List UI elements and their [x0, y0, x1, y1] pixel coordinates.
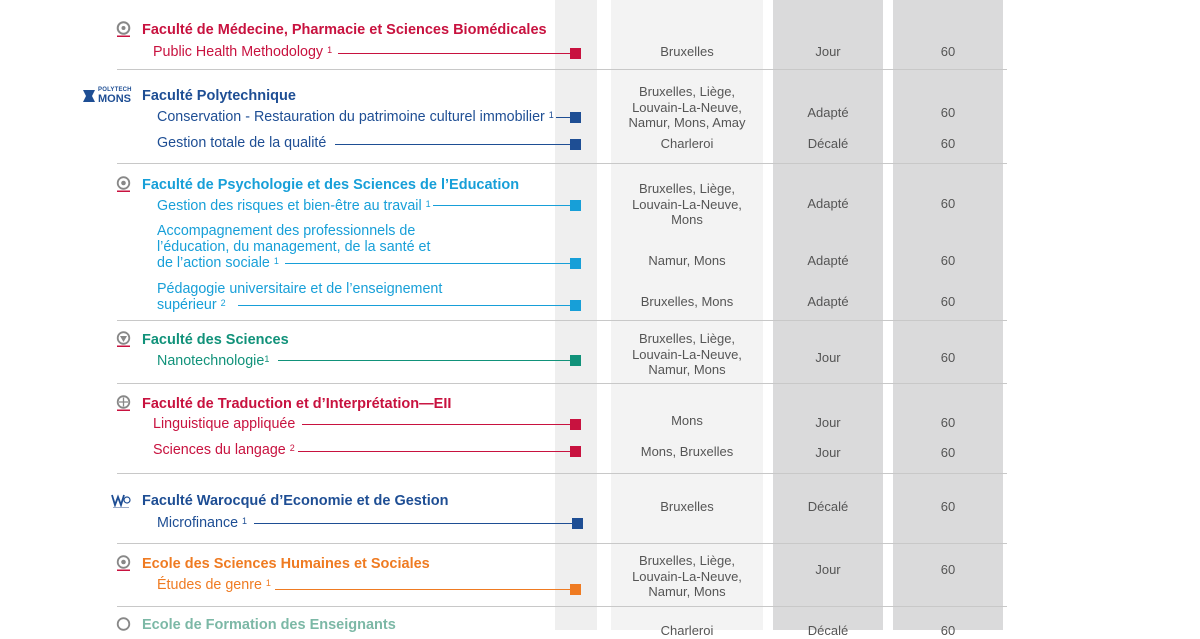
- row-separator: [117, 606, 1007, 607]
- leader-line: [254, 523, 574, 524]
- faculty-seal-icon: [116, 21, 131, 38]
- faculty-seal-icon: [116, 176, 131, 193]
- program-credits: 60: [940, 105, 956, 120]
- program-marker: [570, 355, 581, 366]
- row-separator: [117, 543, 1007, 544]
- polytech-emblem-icon: [82, 88, 96, 104]
- program-marker: [570, 446, 581, 457]
- leader-line: [298, 451, 572, 452]
- faculty-seal-icon: [116, 331, 131, 348]
- column-credits: [893, 0, 1003, 630]
- faculty-title: Ecole de Formation des Enseignants: [142, 617, 396, 633]
- row-separator: [117, 69, 1007, 70]
- program-marker: [570, 258, 581, 269]
- program-schedule: Décalé: [807, 623, 849, 638]
- faculty-title: Faculté de Médecine, Pharmacie et Sciences Biomédicales: [142, 22, 547, 38]
- program-credits: 60: [940, 136, 956, 151]
- program-location: Bruxelles, Liège, Louvain-La-Neuve, Namur, Mons, Amay: [628, 84, 746, 130]
- program-name[interactable]: Public Health Methodology $^1$: [153, 44, 333, 60]
- program-marker: [570, 584, 581, 595]
- row-separator: [117, 163, 1007, 164]
- column-schedule: [773, 0, 883, 630]
- program-name[interactable]: Sciences du langage $^2$: [153, 442, 295, 458]
- leader-line: [285, 263, 572, 264]
- program-schedule: Adapté: [807, 294, 849, 309]
- program-location: Mons, Bruxelles: [640, 444, 734, 459]
- faculty-title: Faculté de Traduction et d’Interprétation—EII: [142, 396, 452, 412]
- program-marker: [572, 518, 583, 529]
- program-name[interactable]: Nanotechnologie$^1$: [157, 353, 270, 369]
- faculty-title: Faculté Warocqué d’Economie et de Gestion: [142, 493, 449, 509]
- program-schedule: Jour: [815, 445, 841, 460]
- program-marker: [570, 300, 581, 311]
- program-name[interactable]: Gestion des risques et bien-être au travail $^1$: [157, 198, 431, 214]
- leader-line: [302, 424, 572, 425]
- program-name[interactable]: Microfinance $^1$: [157, 515, 248, 531]
- program-location: Bruxelles, Liège, Louvain-La-Neuve, Namur, Mons: [632, 331, 742, 377]
- program-name[interactable]: Études de genre $^1$: [157, 577, 271, 593]
- faculty-title: Faculté Polytechnique: [142, 88, 296, 104]
- program-schedule: Décalé: [807, 499, 849, 514]
- program-schedule: Adapté: [807, 105, 849, 120]
- program-name[interactable]: Pédagogie universitaire et de l’enseignement supérieur $^2$: [157, 281, 443, 313]
- program-schedule: Décalé: [807, 136, 849, 151]
- leader-line: [433, 205, 572, 206]
- program-credits: 60: [940, 562, 956, 577]
- program-credits: 60: [940, 196, 956, 211]
- faculty-title: Faculté de Psychologie et des Sciences de l’Education: [142, 177, 520, 193]
- faculty-title: Faculté des Sciences: [142, 332, 289, 348]
- program-credits: 60: [940, 350, 956, 365]
- program-name[interactable]: Conservation - Restauration du patrimoine culturel immobilier $^1$: [157, 109, 554, 125]
- program-credits: 60: [940, 415, 956, 430]
- program-credits: 60: [940, 294, 956, 309]
- row-separator: [117, 383, 1007, 384]
- program-location: Bruxelles: [660, 44, 714, 59]
- program-schedule: Adapté: [807, 253, 849, 268]
- row-separator: [117, 320, 1007, 321]
- faculty-seal-icon: [116, 617, 131, 634]
- program-schedule: Jour: [815, 562, 841, 577]
- faculty-seal-icon: [116, 395, 131, 412]
- program-credits: 60: [940, 623, 956, 638]
- program-schedule: Jour: [815, 415, 841, 430]
- row-separator: [117, 473, 1007, 474]
- program-location: Bruxelles: [660, 499, 714, 514]
- leader-line: [335, 144, 572, 145]
- program-location: Namur, Mons: [648, 253, 726, 268]
- program-marker: [570, 200, 581, 211]
- program-marker: [570, 112, 581, 123]
- faculty-title: Ecole des Sciences Humaines et Sociales: [142, 556, 430, 572]
- column-marker: [555, 0, 597, 630]
- program-marker: [570, 48, 581, 59]
- program-credits: 60: [940, 445, 956, 460]
- leader-line: [275, 589, 572, 590]
- program-schedule: Jour: [815, 350, 841, 365]
- program-location: Mons: [671, 413, 703, 428]
- program-schedule: Jour: [815, 44, 841, 59]
- program-location: Bruxelles, Liège, Louvain-La-Neuve, Mons: [632, 181, 742, 227]
- program-location: Charleroi: [660, 623, 714, 638]
- program-name[interactable]: Gestion totale de la qualité: [157, 135, 327, 151]
- program-marker: [570, 419, 581, 430]
- program-name[interactable]: Accompagnement des professionnels de l’éducation, du management, de la santé et de l’action sociale $^1$: [157, 223, 431, 271]
- faculty-seal-icon: [116, 555, 131, 572]
- program-credits: 60: [940, 499, 956, 514]
- warocque-logo: [111, 492, 131, 510]
- program-location: Charleroi: [660, 136, 714, 151]
- program-location: Bruxelles, Mons: [640, 294, 734, 309]
- program-name[interactable]: Linguistique appliquée: [153, 416, 296, 432]
- program-credits: 60: [940, 253, 956, 268]
- program-location: Bruxelles, Liège, Louvain-La-Neuve, Namur, Mons: [632, 553, 742, 599]
- program-schedule: Adapté: [807, 196, 849, 211]
- program-credits: 60: [940, 44, 956, 59]
- leader-line: [278, 360, 572, 361]
- leader-line: [338, 53, 572, 54]
- polytech-mons-logo: POLYTECH MONS: [82, 87, 132, 105]
- leader-line: [238, 305, 572, 306]
- program-marker: [570, 139, 581, 150]
